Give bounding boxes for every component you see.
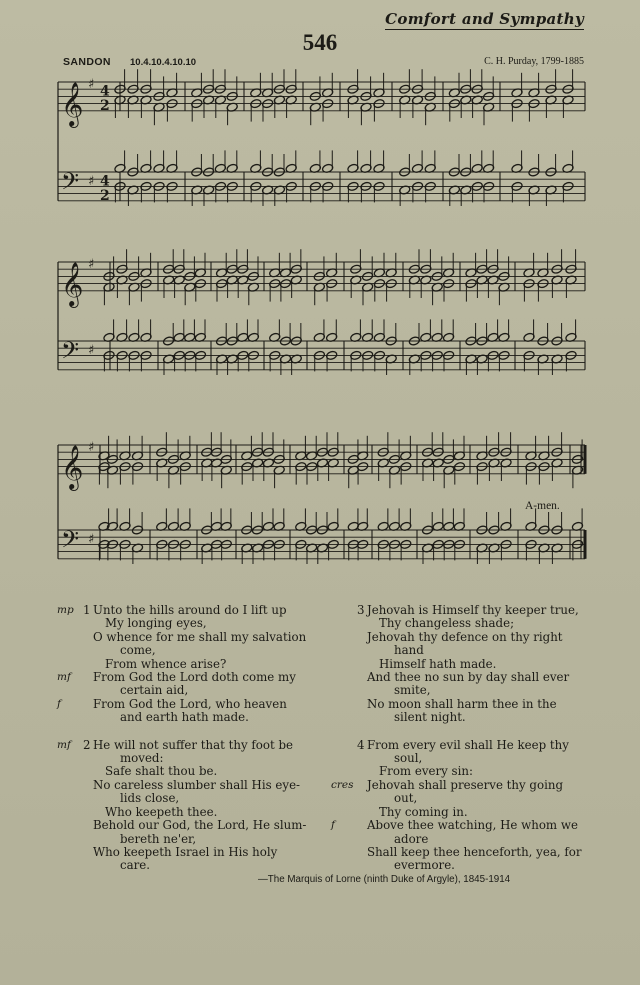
verse-line [57,644,315,657]
verse-line-text: smite, [394,683,431,698]
verse-line-text: From God the Lord, who heaven [93,696,287,711]
verse-line-text: From whence arise? [105,656,227,671]
verse-1 [57,604,315,725]
verse-4 [331,739,589,873]
attribution: —The Marquis of Lorne (ninth Duke of Argyle), 1845-1914 [258,874,511,885]
verse-line [57,846,315,859]
verse-line [57,617,315,630]
verse-line-text: No careless slumber shall His eye- [93,777,301,792]
verse-3 [331,604,589,725]
sharp-icon: ♯ [88,174,95,190]
time-signature-top: 4 [100,83,110,100]
verse-line-text: out, [394,791,418,806]
verse-line-text: From God the Lord doth come my [93,670,296,685]
verse-line [331,617,589,630]
verse-line [57,819,315,832]
verse-line-text: lids close, [120,791,180,806]
verse-line [57,658,315,671]
verse-line-text: O whence for me shall my salvation [93,629,307,644]
verse-line [331,658,589,671]
verse-line [331,752,589,765]
sharp-icon: ♯ [88,532,95,548]
verse-line [331,765,589,778]
verse-2 [57,739,315,873]
bass-clef-icon: 𝄢 [61,336,80,370]
verse-line-text: Unto the hills around do I lift up [93,603,287,617]
sharp-icon: ♯ [88,343,95,359]
bass-clef-icon: 𝄢 [61,167,80,201]
verse-line [331,739,589,752]
verse-line-text: My longing eyes, [105,616,207,631]
verse-line [57,604,315,617]
verse-line-text: Himself hath made. [379,656,497,671]
verse-line-text: Behold our God, the Lord, He slum- [93,818,307,833]
verse-line-text: No moon shall harm thee in the [367,696,557,711]
treble-clef-icon: 𝄞 [61,444,84,489]
verse-line-text: adore [394,831,429,846]
verse-line-text: From every sin: [379,764,473,779]
verse-line-text: Who keepeth Israel in His holy [93,844,278,859]
dynamic-marking: f [57,697,61,710]
verse-line [331,604,589,617]
verse-line-text: Safe shalt thou be. [105,764,218,779]
verse-line-text: certain aid, [120,683,189,698]
time-signature-bottom: 2 [100,97,110,114]
treble-clef-icon: 𝄞 [61,261,84,306]
verse-line-text: moved: [120,751,164,766]
verse-line [57,792,315,805]
verse-line [331,833,589,846]
verse-line-text: Thy coming in. [379,804,468,819]
verse-line-text: Jehovah thy defence on thy right [367,629,563,644]
tune-name: SANDON [63,56,111,68]
verse-line [331,684,589,697]
verse-line-text: And thee no sun by day shall ever [367,670,570,685]
verse-line-text: soul, [394,751,423,766]
verse-line [331,644,589,657]
verse-line-text: From every evil shall He keep thy [367,737,569,752]
verse-line-text: Who keepeth thee. [105,804,218,819]
verse-line-text: Jehovah is Himself thy keeper true, [367,603,579,617]
verse-line [331,698,589,711]
dynamic-marking: mf [57,671,71,684]
verse-line-text: hand [394,643,424,658]
time-signature-top: 4 [100,173,110,190]
hymn-number: 546 [302,30,338,55]
verse-line-text: Above thee watching, He whom we [367,818,578,833]
verse-line [57,671,315,684]
verse-line-text: Jehovah shall preserve thy going [367,777,564,792]
verse-line-text: Thy changeless shade; [379,616,515,631]
verse-line [331,846,589,859]
dynamic-marking: f [331,819,335,832]
sharp-icon: ♯ [88,77,95,92]
verse-line [57,833,315,846]
verse-line-text: come, [120,643,156,658]
verse-line [57,779,315,792]
verse-line [331,859,589,872]
bass-clef-icon: 𝄢 [61,525,80,559]
verse-line [57,631,315,644]
verse-line [331,792,589,805]
dynamic-marking: mp [57,604,74,616]
verse-line-text: care. [120,858,151,873]
sharp-icon: ♯ [88,440,95,455]
verse-line [57,711,315,724]
verse-line [331,711,589,724]
verse-line [331,631,589,644]
verse-line-text: Shall keep thee henceforth, yea, for [367,844,582,859]
verse-number: 1 [83,603,91,617]
verses-right-column [331,604,589,887]
section-title: Comfort and Sympathy [385,10,584,28]
verse-number: 3 [357,603,365,617]
verse-line [57,684,315,697]
verse-line-text: and earth hath made. [120,710,249,725]
verse-line [57,859,315,872]
verse-line [57,765,315,778]
verse-line [57,698,315,711]
dynamic-marking: mf [57,738,71,751]
verse-line [57,752,315,765]
amen-label: A-men. [525,500,560,512]
verse-line [331,779,589,792]
meter: 10.4.10.4.10.10 [130,57,197,68]
dynamic-marking: cres [331,778,354,791]
verse-line [57,806,315,819]
verse-line [331,671,589,684]
verse-line-text: bereth ne'er, [120,831,197,846]
verse-number: 2 [83,737,91,752]
verse-line-text: evermore. [394,858,455,873]
verse-line [57,739,315,752]
time-signature-bottom: 2 [100,187,110,204]
composer: C. H. Purday, 1799-1885 [484,56,584,67]
verse-number: 4 [357,737,365,752]
verse-line-text: He will not suffer that thy foot be [93,737,293,752]
verse-line-text: silent night. [394,710,466,725]
verse-line [331,806,589,819]
verses-left-column [57,604,315,887]
verse-line [331,819,589,832]
treble-clef-icon: 𝄞 [61,81,84,126]
sharp-icon: ♯ [88,257,95,272]
